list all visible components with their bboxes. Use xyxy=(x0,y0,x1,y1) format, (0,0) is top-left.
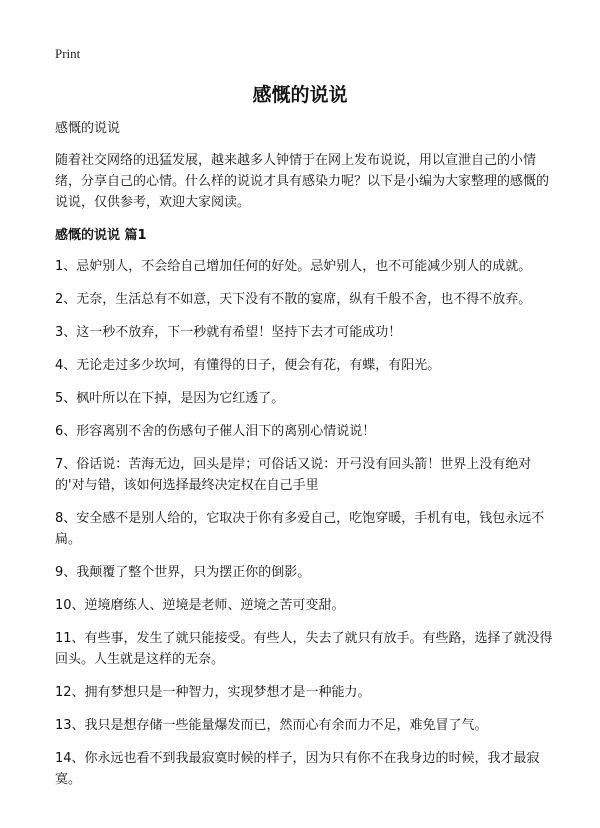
list-item: 4、无论走过多少坎坷，有懂得的日子，便会有花，有蝶，有阳光。 xyxy=(55,358,441,373)
article-subtitle: 感慨的说说 xyxy=(55,121,121,136)
article-body xyxy=(55,118,555,802)
section-heading: 感慨的说说 篇1 xyxy=(55,228,147,243)
page-title: 感慨的说说 xyxy=(252,84,348,106)
list-item: 11、有些事，发生了就只能接受。有些人，失去了就只有放手。有些路，选择了就没得回头。人生就是这样的无奈。 xyxy=(55,631,553,667)
list-item: 10、逆境磨练人、逆境是老师、逆境之苦可变甜。 xyxy=(55,598,345,613)
list-item: 3、这一秒不放弃，下一秒就有希望！坚持下去才可能成功！ xyxy=(55,325,402,340)
list-item: 14、你永远也看不到我最寂寞时候的样子，因为只有你不在我身边的时候，我才最寂寞。 xyxy=(55,751,540,787)
list-item: 9、我颠覆了整个世界，只为摆正你的倒影。 xyxy=(55,565,311,580)
list-item: 7、俗话说：苦海无边，回头是岸；可俗话又说：开弓没有回头箭！世界上没有绝对的'对与错，该如何选择最终决定权在自己手里 xyxy=(55,457,532,493)
list-item: 2、无奈，生活总有不如意，天下没有不散的宴席，纵有千般不舍，也不得不放弃。 xyxy=(55,292,532,307)
list-item: 8、安全感不是别人给的，它取决于你有多爱自己，吃饱穿暖，手机有电，钱包永远不扁。 xyxy=(55,511,545,547)
list-item: 5、枫叶所以在下掉，是因为它红透了。 xyxy=(55,391,285,406)
intro-paragraph: 随着社交网络的迅猛发展，越来越多人钟情于在网上发布说说，用以宣泄自己的小情绪，分享自己的心情。什么样的说说才具有感染力呢？以下是小编为大家整理的感慨的说说，仅供参考，欢迎大家阅读。 xyxy=(55,153,550,210)
print-link[interactable]: Print xyxy=(55,46,81,61)
list-item: 12、拥有梦想只是一种智力，实现梦想才是一种能力。 xyxy=(55,685,371,700)
list-item: 13、我只是想存储一些能量爆发而已，然而心有余而力不足，难免冒了气。 xyxy=(55,718,488,733)
list-item: 6、形容离别不舍的伤感句子催人泪下的离别心情说说！ xyxy=(55,424,376,439)
list-item: 1、忌妒别人，不会给自己增加任何的好处。忌妒别人，也不可能减少别人的成就。 xyxy=(55,259,532,274)
